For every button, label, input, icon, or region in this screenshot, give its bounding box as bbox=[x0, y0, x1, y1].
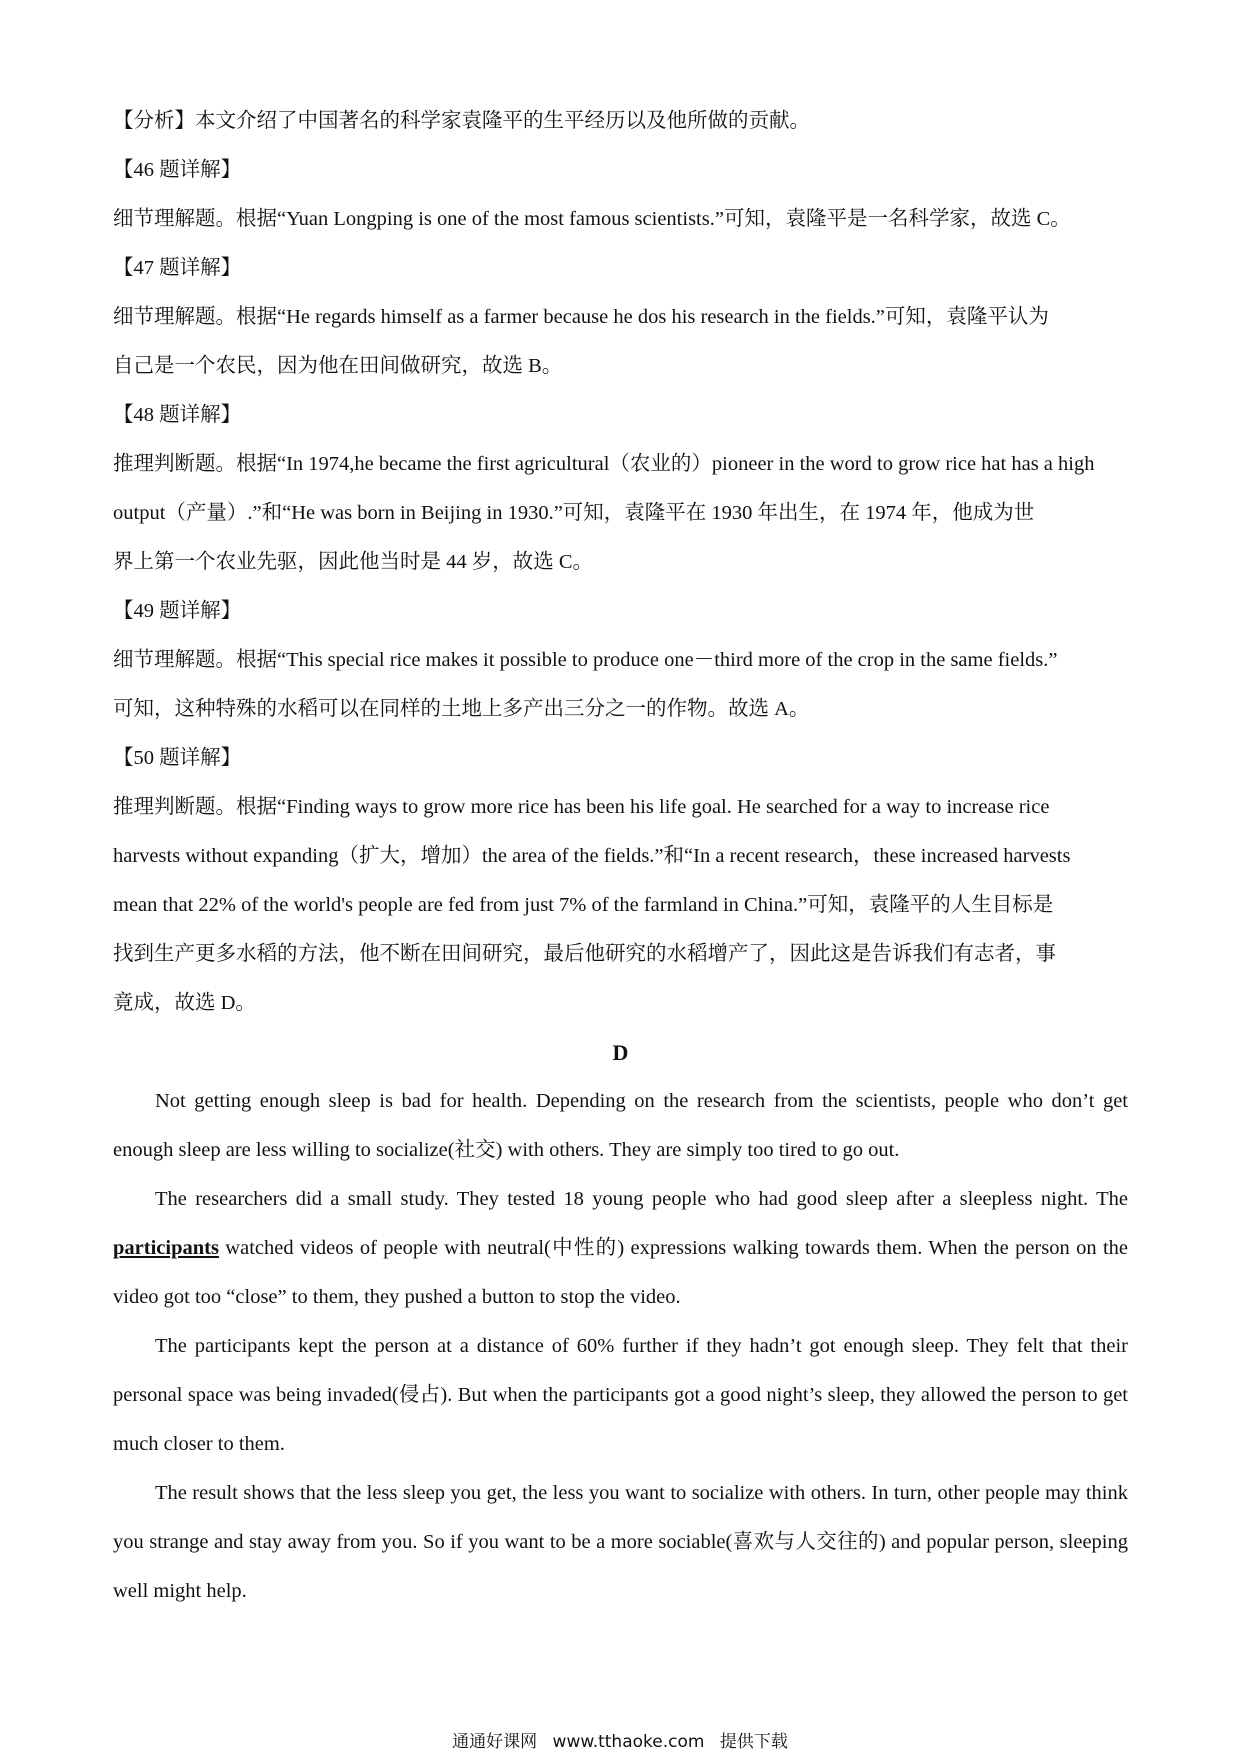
q48-line-3: 界上第一个农业先驱，因此他当时是 44 岁，故选 C。 bbox=[113, 551, 594, 573]
q50-line-3: mean that 22% of the world's people are fed from just 7% of the farmland in China.”可知，袁隆平的人生目标是 bbox=[113, 894, 1054, 916]
q49-heading: 【49 题详解】 bbox=[113, 600, 242, 622]
p2-text-before: The researchers did a small study. They tested 18 young people who had good sleep after a sleepless night. The bbox=[155, 1188, 1128, 1210]
q49-line-2: 可知，这种特殊的水稻可以在同样的土地上多产出三分之一的作物。故选 A。 bbox=[113, 698, 810, 720]
footer-note: 提供下载 bbox=[719, 1732, 788, 1752]
q50-heading: 【50 题详解】 bbox=[113, 747, 242, 769]
q47-line-2: 自己是一个农民，因为他在田间做研究，故选 B。 bbox=[113, 355, 563, 377]
p2-text-after: watched videos of people with neutral(中性的) expressions walking towards them. When the person on the video got too “close” to them, they pushed a button to stop the video. bbox=[113, 1237, 1128, 1308]
q49-line-1: 细节理解题。根据“This special rice makes it possible to produce one－third more of the crop in the same fields.” bbox=[113, 649, 1058, 671]
footer-site: 通通好课网 bbox=[452, 1732, 538, 1752]
analysis-line: 【分析】本文介绍了中国著名的科学家袁隆平的生平经历以及他所做的贡献。 bbox=[113, 110, 810, 132]
q47-line-1: 细节理解题。根据“He regards himself as a farmer because he dos his research in the fields.”可知，袁隆平认为 bbox=[113, 306, 1049, 328]
q48-line-2: output（产量）.”和“He was born in Beijing in 1930.”可知，袁隆平在 1930 年出生，在 1974 年，他成为世 bbox=[113, 502, 1035, 524]
passage-paragraph-2 bbox=[113, 1175, 1128, 1322]
q48-line-1: 推理判断题。根据“In 1974,he became the first agricultural（农业的）pioneer in the word to grow rice hat has a high bbox=[113, 453, 1095, 475]
q46-heading: 【46 题详解】 bbox=[113, 159, 242, 181]
footer-url: www.tthaoke.com bbox=[552, 1732, 705, 1752]
participants-keyword: participants bbox=[113, 1237, 219, 1259]
passage-paragraph-4: The result shows that the less sleep you get, the less you want to socialize with others. In turn, other people may think you strange and stay away from you. So if you want to be a more sociable(喜欢与人交往的) and popular person, sleeping well might help. bbox=[113, 1482, 1128, 1602]
page-footer bbox=[0, 1727, 1240, 1752]
q50-line-2: harvests without expanding（扩大，增加）the area of the fields.”和“In a recent research，these increased harvests bbox=[113, 845, 1071, 867]
q50-line-5: 竟成，故选 D。 bbox=[113, 992, 256, 1014]
passage-paragraph-3: The participants kept the person at a distance of 60% further if they hadn’t got enough sleep. They felt that their personal space was being invaded(侵占). But when the participants got a good night’s sleep, they allowed the person to get much closer to them. bbox=[113, 1335, 1128, 1455]
passage-paragraph-1: Not getting enough sleep is bad for health. Depending on the research from the scientists, people who don’t get enough sleep are less willing to socialize(社交) with others. They are simply too tired to go out. bbox=[113, 1090, 1128, 1161]
passage-title: D bbox=[612, 1040, 629, 1065]
q50-line-1: 推理判断题。根据“Finding ways to grow more rice has been his life goal. He searched for a way to increase rice bbox=[113, 796, 1050, 818]
q50-line-4: 找到生产更多水稻的方法，他不断在田间研究，最后他研究的水稻增产了，因此这是告诉我们有志者，事 bbox=[113, 943, 1056, 965]
document-body bbox=[113, 97, 1128, 1616]
q48-heading: 【48 题详解】 bbox=[113, 404, 242, 426]
q47-heading: 【47 题详解】 bbox=[113, 257, 242, 279]
q46-line-1: 细节理解题。根据“Yuan Longping is one of the most famous scientists.”可知，袁隆平是一名科学家，故选 C。 bbox=[113, 208, 1071, 230]
